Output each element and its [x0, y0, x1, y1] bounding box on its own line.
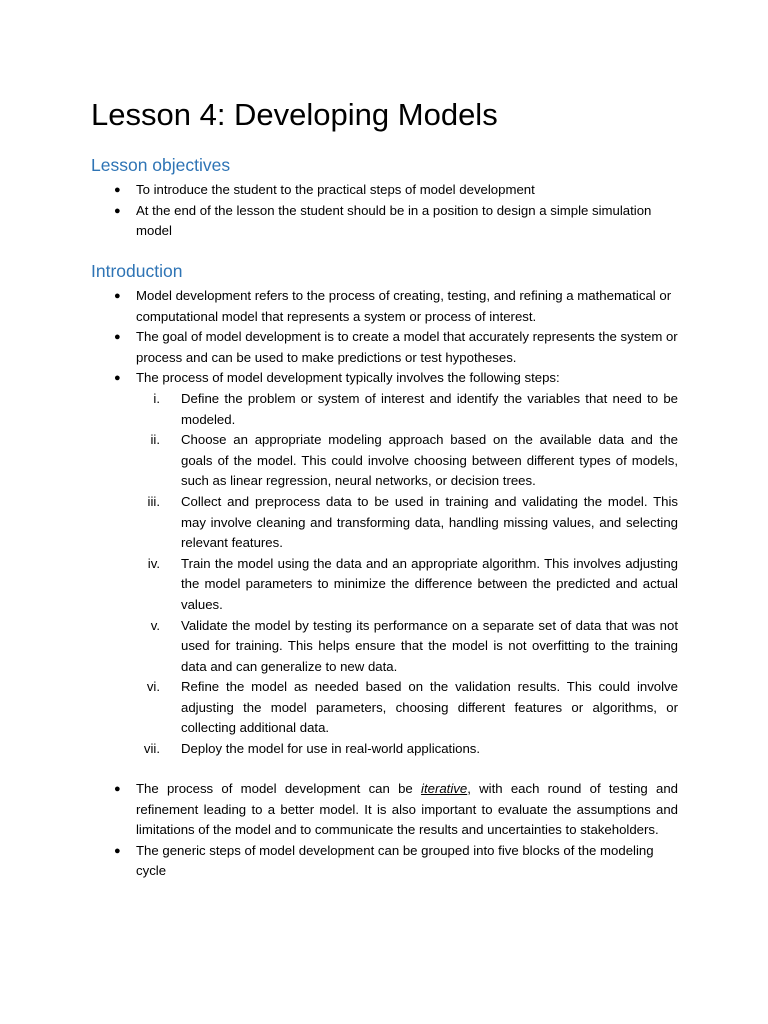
bullet-icon: ●	[114, 844, 121, 857]
step-number: vi.	[146, 679, 160, 695]
step-item	[136, 616, 678, 678]
bullet-icon: ●	[114, 372, 121, 385]
step-item	[136, 430, 678, 492]
bullet-icon: ●	[114, 331, 121, 344]
introduction-list	[0, 286, 768, 760]
bullet-icon: ●	[114, 783, 121, 795]
iterative-text-after: , with each round of testing and refinement leading to a better model. It is also important to evaluate the assumptions and limitations of the model and to communicate the results and uncertainties to stakeholders.	[136, 781, 678, 838]
iterative-emphasis: iterative	[421, 781, 468, 796]
bullet-icon: ●	[114, 290, 121, 302]
list-item	[0, 201, 678, 242]
step-item	[136, 677, 678, 739]
objective-text: To introduce the student to the practical steps of model development	[136, 182, 535, 197]
steps-list	[136, 389, 678, 760]
objective-text: At the end of the lesson the student should be in a position to design a simple simulation model	[136, 202, 652, 239]
objectives-list	[0, 180, 768, 242]
step-text: Deploy the model for use in real-world applications.	[181, 741, 481, 757]
step-text: Define the problem or system of interest and identify the variables that need to be modeled.	[181, 390, 678, 427]
list-item	[0, 841, 678, 882]
bullet-icon: ●	[114, 204, 121, 217]
page-title: Lesson 4: Developing Models	[91, 97, 498, 132]
step-text: Refine the model as needed based on the validation results. This could involve adjusting the model parameters, choosing different features or algorithms, or collecting additional data.	[181, 679, 678, 736]
bullet-icon: ●	[114, 184, 121, 196]
list-item	[0, 779, 678, 841]
closing-list	[0, 779, 768, 882]
list-item	[0, 368, 678, 759]
step-number: iii.	[147, 493, 160, 509]
step-item	[136, 554, 678, 616]
step-item	[136, 739, 678, 760]
iterative-text-before: The process of model development can be	[136, 781, 422, 796]
step-number: v.	[150, 617, 160, 633]
step-text: Train the model using the data and an appropriate algorithm. This involves adjusting the model parameters to minimize the difference between the predicted and actual values.	[181, 555, 678, 612]
step-number: i.	[153, 390, 160, 406]
step-text: Choose an appropriate modeling approach based on the available data and the goals of the model. This could involve choosing between different types of models, such as linear regression, neural networks, or decision trees.	[181, 432, 678, 489]
list-item	[0, 327, 678, 368]
step-number: ii.	[150, 432, 160, 448]
list-item	[0, 286, 678, 327]
step-number: vii.	[143, 741, 160, 757]
intro-text: The goal of model development is to create a model that accurately represents the system or process and can be used to make predictions or test hypotheses.	[136, 329, 678, 365]
intro-text: Model development refers to the process of creating, testing, and refining a mathematical or computational model that represents a system or process of interest.	[136, 288, 672, 324]
step-text: Collect and preprocess data to be used in training and validating the model. This may involve cleaning and transforming data, handling missing values, and selecting relevant features.	[181, 493, 678, 551]
step-number: iv.	[147, 555, 160, 571]
introduction-heading: Introduction	[91, 261, 183, 281]
list-item	[0, 180, 678, 201]
step-item	[136, 389, 678, 430]
step-text: Validate the model by testing its performance on a separate set of data that was not used for training. This helps ensure that the model is not overfitting to the training data and can generalize to new data.	[181, 617, 678, 674]
intro-text: The process of model development typically involves the following steps:	[136, 370, 560, 386]
closing-text: The generic steps of model development can be grouped into five blocks of the modeling cycle	[136, 842, 654, 879]
objectives-heading: Lesson objectives	[91, 155, 231, 175]
step-item	[136, 492, 678, 554]
iterative-paragraph	[136, 779, 678, 841]
